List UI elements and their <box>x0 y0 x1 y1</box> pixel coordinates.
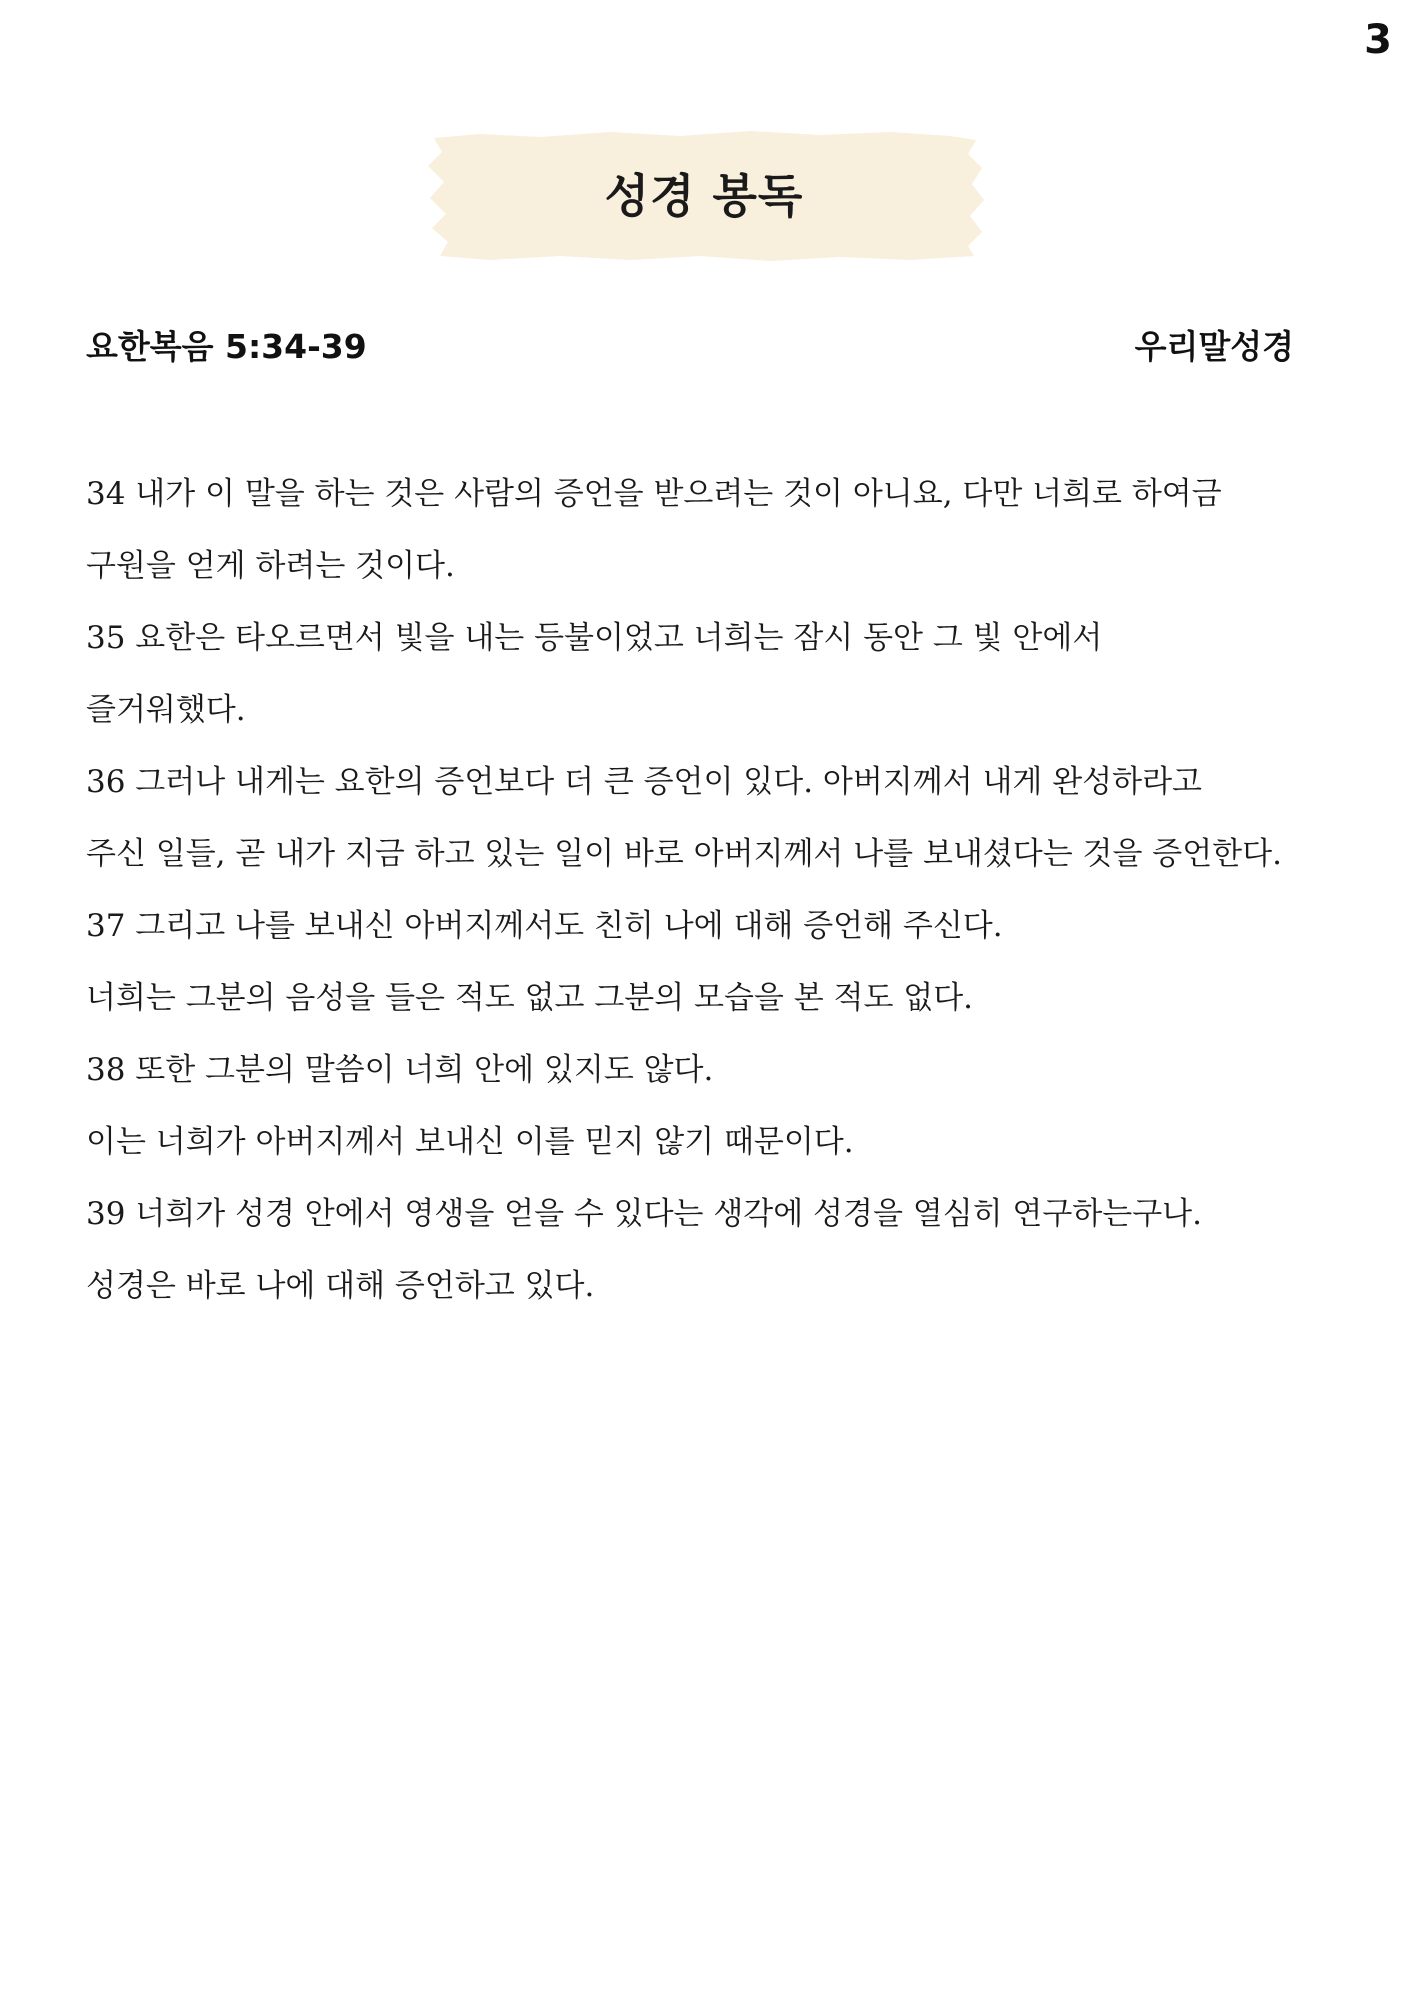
scripture-line: 즐거워했다. <box>86 692 246 728</box>
page-number: 3 <box>1364 17 1392 63</box>
bible-translation: 우리말성경 <box>1134 327 1294 366</box>
scripture-line: 34 내가 이 말을 하는 것은 사람의 증언을 받으려는 것이 아니요, 다만 너희로 하여금 <box>86 476 1222 512</box>
scripture-line: 너희는 그분의 음성을 들은 적도 없고 그분의 모습을 본 적도 없다. <box>86 980 973 1016</box>
passage-reference: 요한복음 5:34-39 <box>86 327 367 366</box>
scripture-line: 39 너희가 성경 안에서 영생을 얻을 수 있다는 생각에 성경을 열심히 연구하는구나. <box>86 1196 1202 1232</box>
scripture-line: 36 그러나 내게는 요한의 증언보다 더 큰 증언이 있다. 아버지께서 내게 완성하라고 <box>86 764 1202 800</box>
scripture-line: 성경은 바로 나에 대해 증언하고 있다. <box>86 1268 595 1304</box>
scripture-text <box>86 458 1346 1322</box>
title-banner <box>420 128 988 264</box>
scripture-line: 37 그리고 나를 보내신 아버지께서도 친히 나에 대해 증언해 주신다. <box>86 908 1003 944</box>
scripture-line: 이는 너희가 아버지께서 보내신 이를 믿지 않기 때문이다. <box>86 1124 854 1160</box>
scripture-line: 35 요한은 타오르면서 빛을 내는 등불이었고 너희는 잠시 동안 그 빛 안에서 <box>86 620 1103 656</box>
reference-row <box>86 322 1294 372</box>
scripture-line: 주신 일들, 곧 내가 지금 하고 있는 일이 바로 아버지께서 나를 보내셨다는 것을 증언한다. <box>86 836 1282 872</box>
scripture-line: 38 또한 그분의 말씀이 너희 안에 있지도 않다. <box>86 1052 714 1088</box>
page-title: 성경 봉독 <box>604 169 804 223</box>
scripture-line: 구원을 얻게 하려는 것이다. <box>86 548 455 584</box>
